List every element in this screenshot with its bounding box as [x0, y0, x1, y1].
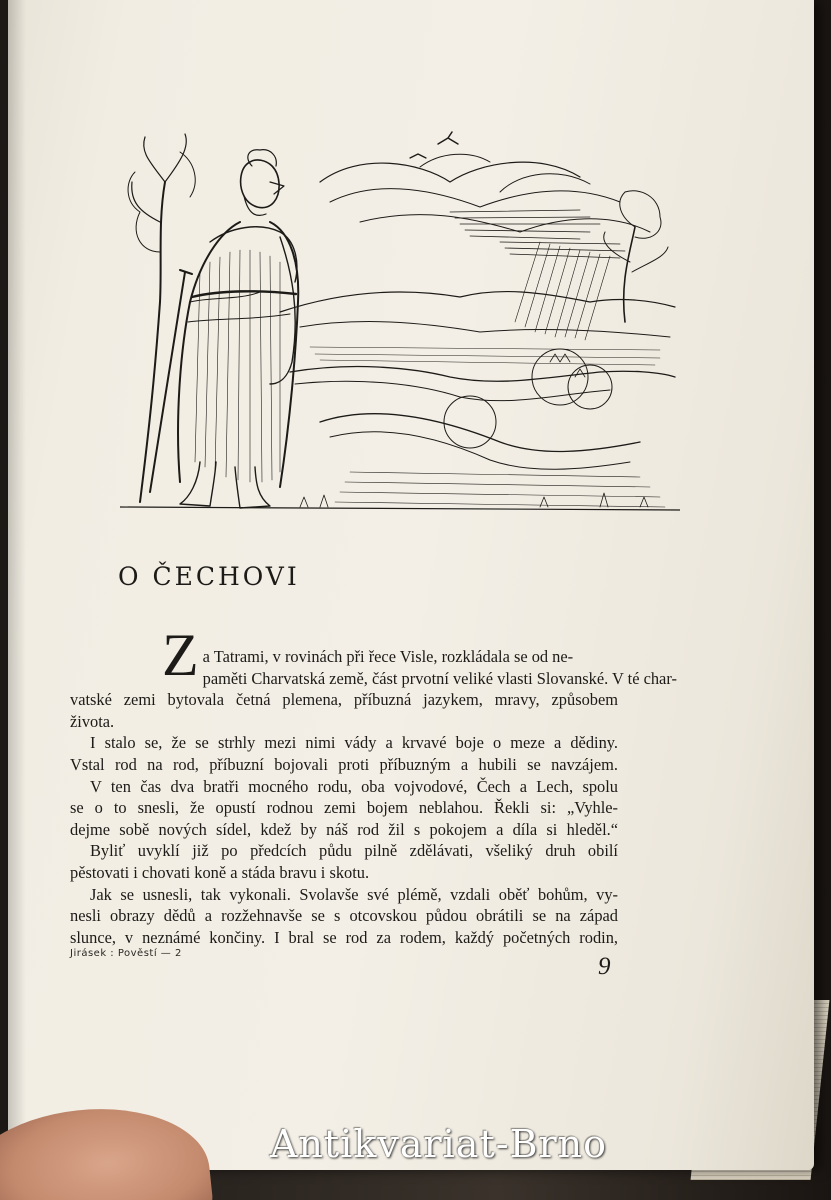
- text-line: Jak se usnesli, tak vykonali. Svolavše své plémě, vzdali oběť bohům, vy-: [90, 884, 618, 904]
- text-line: dejme sobě nových sídel, kdež by náš rod žil s pokojem a díla si hleděl.“: [70, 819, 618, 839]
- text-line: paměti Charvatská země, část prvotní veliké vlasti Slovanské. V té char-: [202, 668, 677, 688]
- text-line: V ten čas dva bratři mocného rodu, oba vojvodové, Čech a Lech, spolu: [90, 776, 618, 796]
- text-line: života.: [70, 711, 115, 731]
- book-page: [8, 0, 814, 1170]
- watermark: Antikvariat-Brno: [270, 1122, 608, 1166]
- body-text: [70, 622, 677, 948]
- text-line: vatské zemi bytovala četná plemena, příbuzná jazykem, mravy, způsobem: [70, 690, 618, 710]
- text-line: I stalo se, že se strhly mezi nimi vády a krvavé boje o meze a dědiny.: [90, 733, 618, 753]
- drop-cap: Z: [162, 622, 199, 688]
- text-line: nesli obrazy dědů a rozžehnavše se s otcovskou půdou obrátili se na západ: [70, 906, 618, 926]
- page-gutter-shadow: [8, 0, 26, 1170]
- signature-mark: Jirásek : Pověstí — 2: [70, 948, 182, 959]
- text-line: Byliť uvyklí již po předcích půdu pilně zdělávati, všeliký druh obilí: [90, 841, 618, 861]
- text-line: a Tatrami, v rovinách při řece Visle, rozkládala se od ne-: [202, 647, 574, 666]
- warrior-landscape-engraving-icon: [120, 122, 680, 514]
- page-number: 9: [598, 953, 611, 980]
- text-line: slunce, v neznámé končiny. I bral se rod za rodem, každý početných rodin,: [70, 927, 618, 947]
- text-line: Vstal rod na rod, příbuzní bojovali proti příbuzným a hubili se navzájem.: [70, 754, 618, 774]
- text-line: pěstovati i chovati koně a stáda bravu i skotu.: [70, 862, 370, 882]
- chapter-title: O ČECHOVI: [118, 562, 300, 591]
- text-line: se o to snesli, že opustí rodnou zemi bojem neblahou. Řekli si: „Vyhle-: [70, 798, 618, 818]
